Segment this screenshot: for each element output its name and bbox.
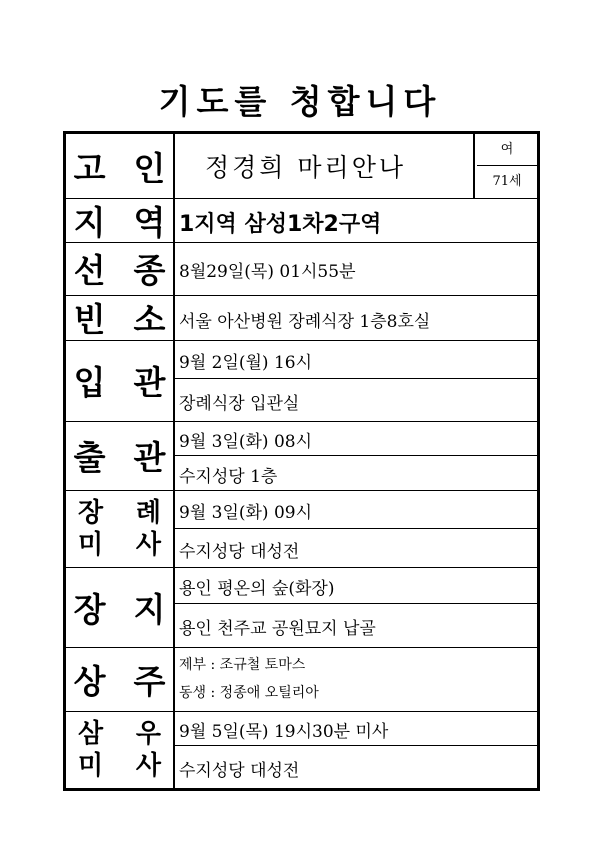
row-mourners (66, 647, 537, 712)
age: 71세 (492, 174, 522, 189)
memorial-mass-place: 수지성당 대성전 (179, 761, 300, 781)
deceased-info-cell (477, 134, 537, 198)
row-funeral-mass (66, 490, 537, 568)
page-title: 기도를 청합니다 (158, 82, 442, 121)
funeral-mass-place: 수지성당 대성전 (179, 542, 300, 562)
label-funeral-mass: 장 례 미 사 (66, 490, 175, 567)
death-value: 8월29일(목) 01시55분 (179, 262, 356, 282)
label-departure: 출 관 (66, 421, 175, 490)
row-memorial-mass (66, 711, 537, 788)
label-encoffin: 입 관 (66, 340, 175, 421)
mortuary-value: 서울 아산병원 장례식장 1층8호실 (179, 312, 431, 332)
row-deceased (66, 134, 537, 199)
label-burial: 장 지 (66, 567, 175, 647)
gender: 여 (477, 134, 537, 166)
memorial-mass-time: 9월 5일(목) 19시30분 미사 (179, 722, 389, 742)
deceased-name: 정경희 마리안나 (205, 153, 406, 182)
row-region (66, 198, 537, 243)
encoffin-time: 9월 2일(월) 16시 (179, 353, 313, 373)
departure-time: 9월 3일(화) 08시 (179, 432, 313, 452)
mourner-2: 동생 : 정종애 오틸리아 (179, 685, 319, 701)
row-mortuary (66, 295, 537, 341)
row-departure (66, 421, 537, 491)
funeral-mass-time: 9월 3일(화) 09시 (179, 503, 313, 523)
label-mortuary: 빈 소 (66, 295, 175, 340)
burial-line2: 용인 천주교 공원묘지 납골 (179, 619, 376, 639)
row-death (66, 242, 537, 296)
deceased-name-cell (175, 134, 475, 198)
label-memorial-mass: 삼 우 미 사 (66, 711, 175, 788)
label-death: 선 종 (66, 242, 175, 295)
label-mourners: 상 주 (66, 647, 175, 711)
mourner-1: 제부 : 조규철 토마스 (179, 657, 306, 673)
encoffin-place: 장례식장 입관실 (179, 394, 300, 414)
departure-place: 수지성당 1층 (179, 467, 278, 487)
region-value: 1지역 삼성1차2구역 (179, 212, 382, 237)
row-encoffin (66, 340, 537, 422)
label-deceased: 고 인 (66, 134, 175, 198)
burial-line1: 용인 평온의 숲(화장) (179, 579, 335, 599)
obituary-table (63, 131, 540, 791)
label-region: 지 역 (66, 198, 175, 242)
row-burial (66, 567, 537, 648)
